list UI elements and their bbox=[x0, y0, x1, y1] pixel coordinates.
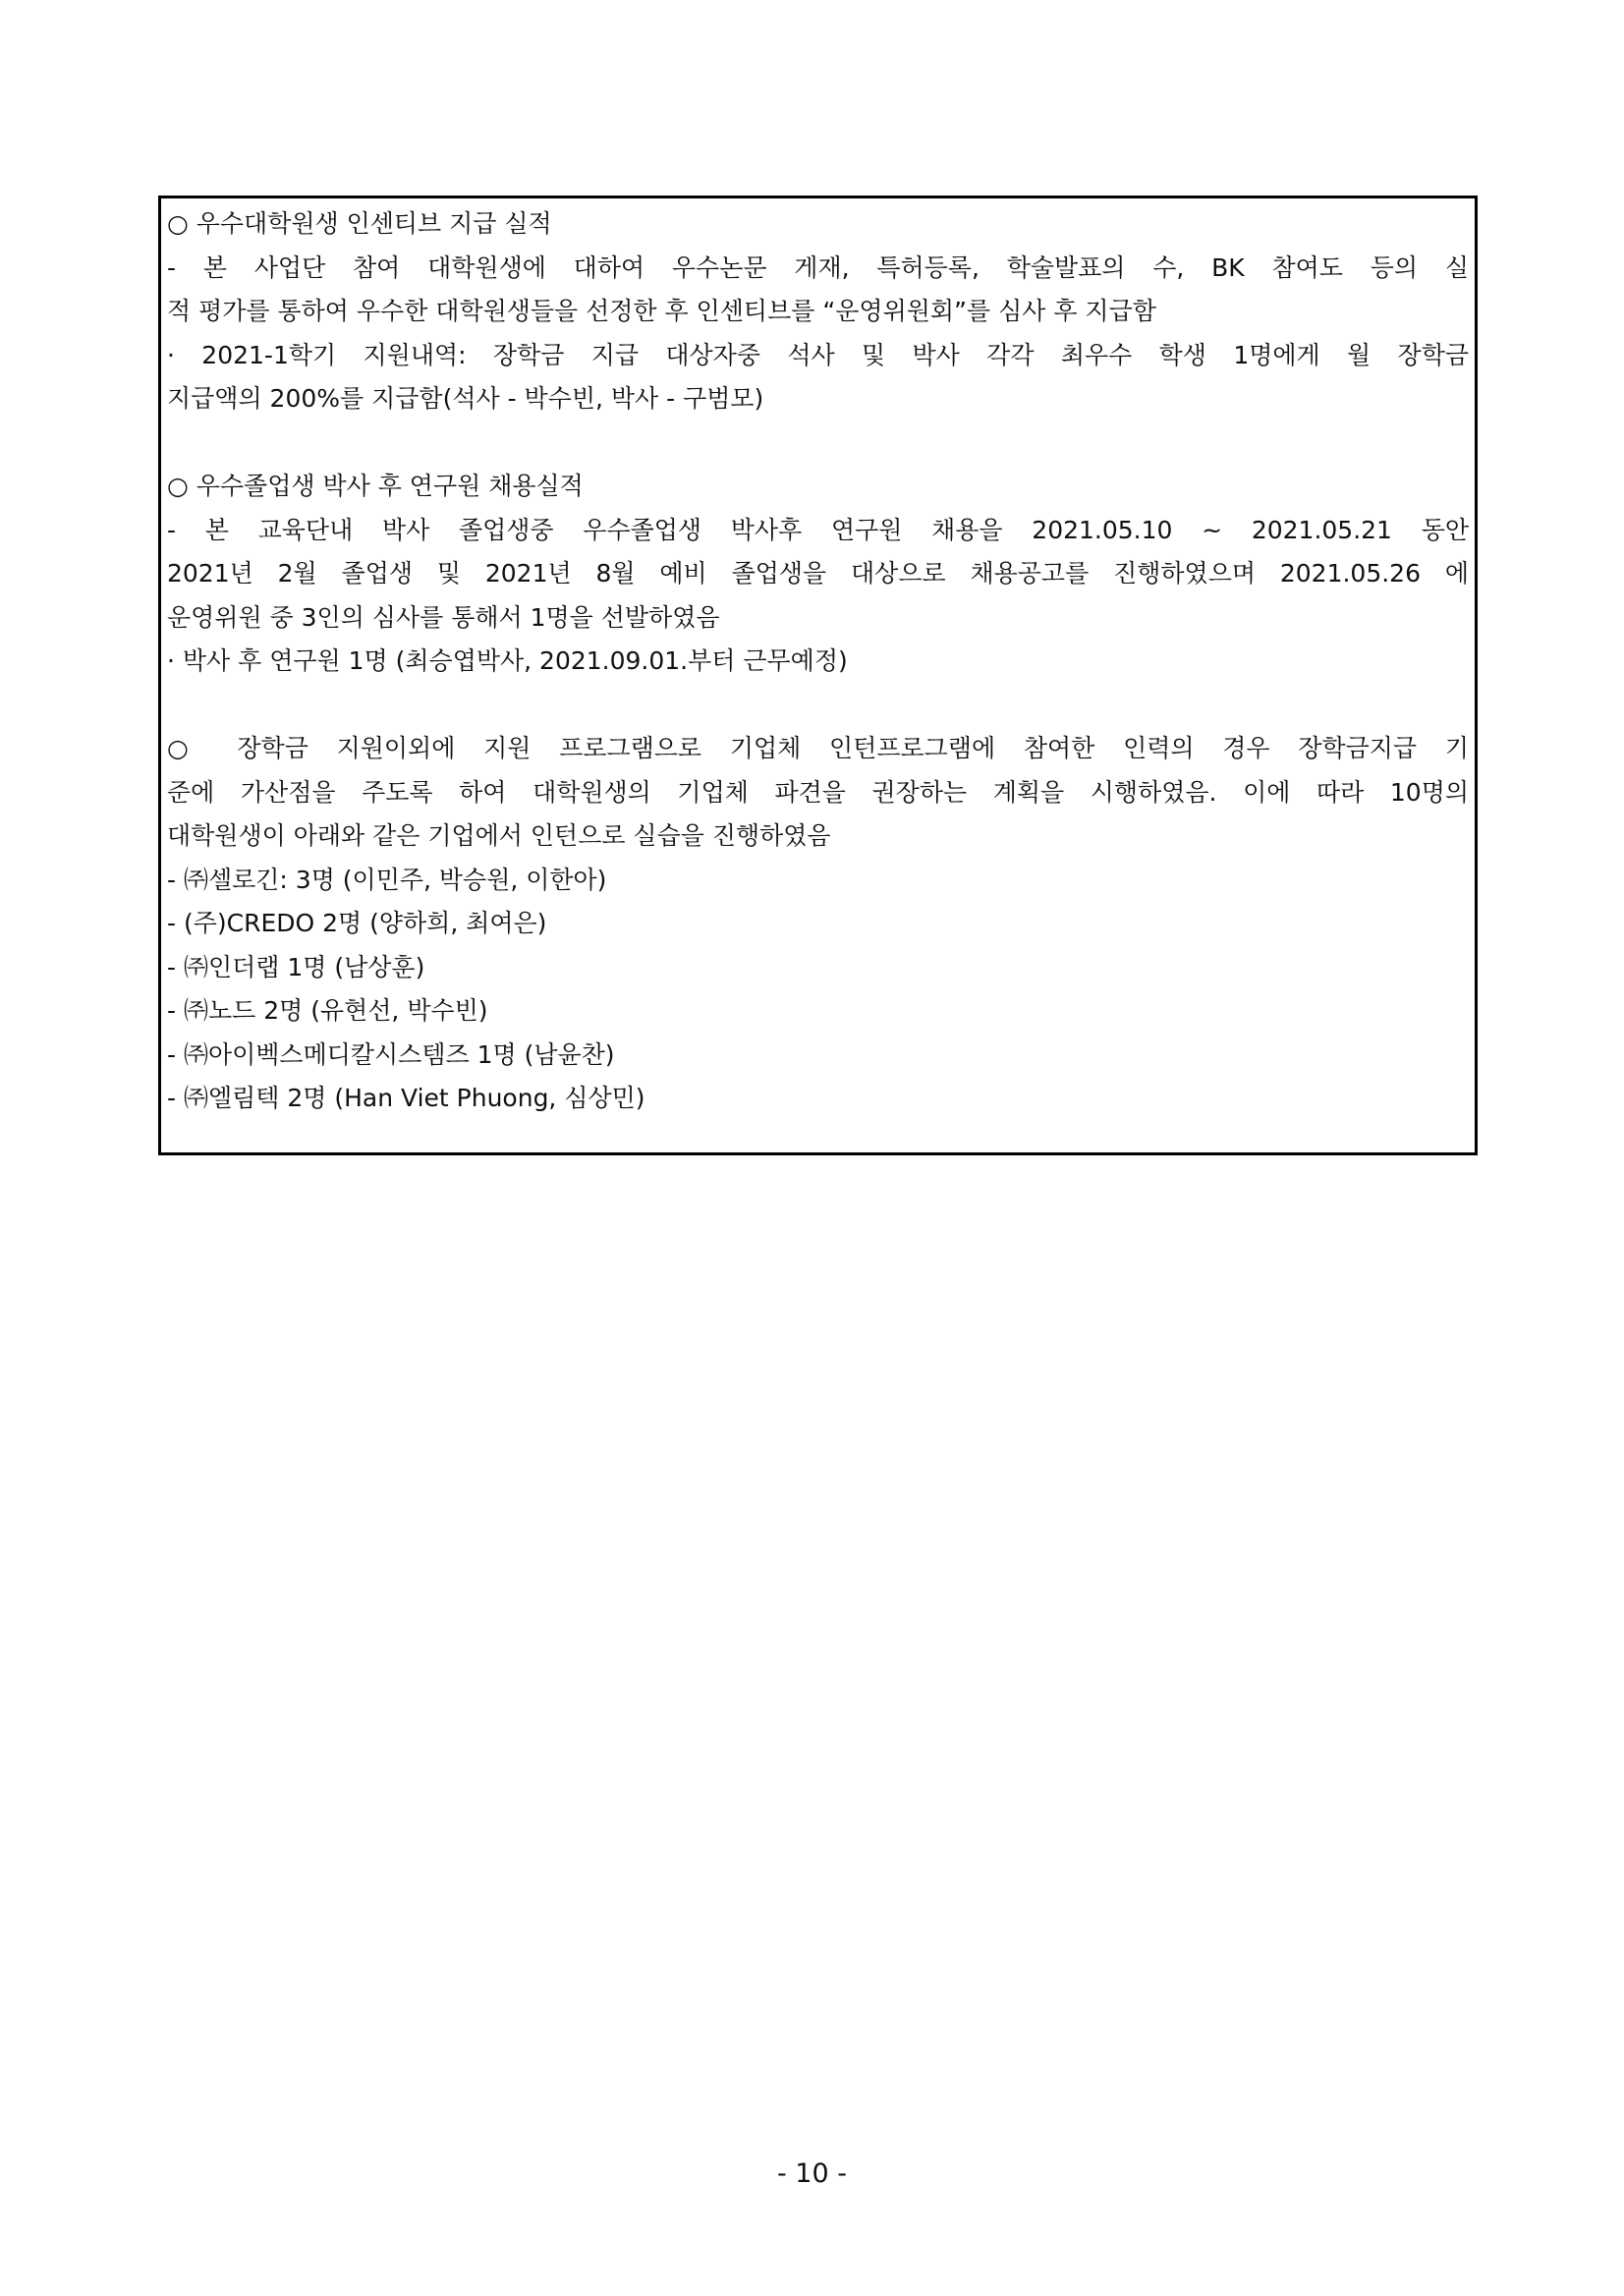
section2-detail-line: · 박사 후 연구원 1명 (최승엽박사, 2021.09.01.부터 근무예정) bbox=[167, 646, 848, 675]
section2-paragraph-line: - 본 교육단내 박사 졸업생중 우수졸업생 박사후 연구원 채용을 2021.05.10 ~ 2021.05.21 동안 bbox=[167, 515, 1469, 544]
section2-heading: ○ 우수졸업생 박사 후 연구원 채용실적 bbox=[167, 472, 584, 500]
section2-paragraph-line: 2021년 2월 졸업생 및 2021년 8월 예비 졸업생을 대상으로 채용공고를 진행하였으며 2021.05.26 에 bbox=[167, 559, 1469, 588]
list-item: - ㈜아이벡스메디칼시스템즈 1명 (남윤찬) bbox=[167, 1039, 615, 1069]
section3-paragraph-line: 준에 가산점을 주도록 하여 대학원생의 기업체 파견을 권장하는 계획을 시행하였음. 이에 따라 10명의 bbox=[167, 777, 1469, 807]
section3-paragraph-line: 대학원생이 아래와 같은 기업에서 인턴으로 실습을 진행하였음 bbox=[167, 821, 831, 850]
list-item: - ㈜셀로긴: 3명 (이민주, 박승원, 이한아) bbox=[167, 865, 607, 894]
page-number: - 10 - bbox=[776, 2158, 847, 2189]
section1-heading: ○ 우수대학원생 인센티브 지급 실적 bbox=[167, 209, 552, 238]
list-item: - ㈜인더랩 1명 (남상훈) bbox=[167, 952, 425, 981]
section1-detail-line: · 2021-1학기 지원내역: 장학금 지급 대상자중 석사 및 박사 각각 최우수 학생 1명에게 월 장학금 bbox=[167, 340, 1469, 369]
section1-detail-line: 지급액의 200%를 지급함(석사 - 박수빈, 박사 - 구범모) bbox=[167, 384, 764, 413]
list-item: - ㈜노드 2명 (유현선, 박수빈) bbox=[167, 996, 488, 1025]
section1-paragraph-line: - 본 사업단 참여 대학원생에 대하여 우수논문 게재, 특허등록, 학술발표의 수, BK 참여도 등의 실 bbox=[167, 252, 1469, 282]
section3-paragraph-line: ○ 장학금 지원이외에 지원 프로그램으로 기업체 인턴프로그램에 참여한 인력의 경우 장학금지급 기 bbox=[167, 734, 1469, 762]
list-item: - ㈜엘림텍 2명 (Han Viet Phuong, 심상민) bbox=[167, 1084, 645, 1112]
list-item: - (주)CREDO 2명 (양하희, 최여은) bbox=[167, 909, 547, 937]
spacer bbox=[167, 421, 1469, 466]
section1-paragraph-line: 적 평가를 통하여 우수한 대학원생들을 선정한 후 인센티브를 “운영위원회”를 심사 후 지급함 bbox=[167, 297, 1156, 325]
content-box bbox=[158, 196, 1478, 1155]
section2-paragraph-line: 운영위원 중 3인의 심사를 통해서 1명을 선발하였음 bbox=[167, 602, 720, 632]
spacer bbox=[167, 684, 1469, 728]
